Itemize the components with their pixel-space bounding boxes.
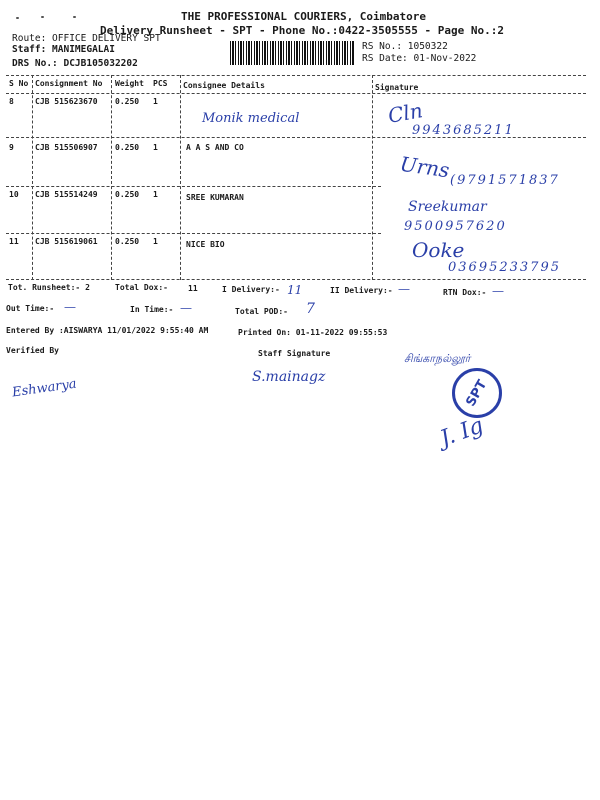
- route-text: Route: OFFICE DELIVERY SPT: [12, 33, 161, 44]
- col-weight: Weight: [115, 79, 144, 88]
- row-signature: Urns: [398, 151, 451, 183]
- total-pod-label: Total POD:-: [235, 307, 288, 316]
- rtn-dox-value: —: [492, 284, 504, 298]
- spt-stamp: [452, 368, 502, 418]
- ii-delivery-value: —: [398, 282, 410, 296]
- row-weight: 0.250: [115, 97, 140, 106]
- scan-speck: [41, 16, 44, 18]
- row-pcs: 1: [153, 190, 158, 199]
- row-weight: 0.250: [115, 237, 140, 246]
- tot-dox-value: 11: [188, 284, 198, 293]
- col-signature: Signature: [375, 83, 419, 92]
- ii-delivery-label: II Delivery:-: [330, 286, 393, 295]
- row-signature: Ooke: [412, 238, 465, 262]
- row-divider: [6, 186, 381, 187]
- row-signature: Cln: [386, 98, 425, 128]
- total-pod-value: 7: [306, 301, 315, 317]
- row-divider: [6, 137, 586, 138]
- rs-number: RS No.: 1050322: [362, 41, 448, 52]
- i-delivery-value: 11: [287, 283, 303, 297]
- row-pcs: 1: [153, 237, 158, 246]
- drs-number: DRS No.: DCJB105032202: [12, 58, 138, 69]
- col-divider: [372, 75, 373, 280]
- col-consignment: Consignment No: [35, 79, 103, 88]
- i-delivery-label: I Delivery:-: [222, 285, 280, 294]
- row-consignment: CJB 515619061: [35, 237, 98, 246]
- verified-signature: Eshwarya: [11, 376, 78, 401]
- row-sno: 10: [9, 190, 19, 199]
- tot-runsheet: Tot. Runsheet:- 2: [8, 283, 90, 292]
- row-signature: Sreekumar: [408, 199, 487, 215]
- row-weight: 0.250: [115, 190, 140, 199]
- header-top-rule: [6, 75, 586, 76]
- out-time-label: Out Time:-: [6, 304, 55, 313]
- row-consignee: A A S AND CO: [186, 143, 244, 152]
- verified-by-label: Verified By: [6, 346, 59, 355]
- row-handwritten-consignee: Monik medical: [202, 111, 300, 126]
- row-consignment: CJB 515506907: [35, 143, 98, 152]
- scan-speck: [16, 17, 19, 19]
- tot-dox-label: Total Dox:-: [115, 283, 168, 292]
- printed-on: Printed On: 01-11-2022 09:55:53: [238, 328, 388, 337]
- row-phone: 9943685211: [412, 123, 515, 138]
- rs-date: RS Date: 01-Nov-2022: [362, 53, 477, 64]
- stamp-text: SPT: [463, 377, 491, 409]
- row-weight: 0.250: [115, 143, 140, 152]
- col-divider: [111, 75, 112, 280]
- row-pcs: 1: [153, 97, 158, 106]
- stamp-signature: J. Ig: [437, 413, 487, 452]
- staff-text: Staff: MANIMEGALAI: [12, 44, 115, 55]
- row-consignment: CJB 515623670: [35, 97, 98, 106]
- col-consignee: Consignee Details: [183, 81, 265, 90]
- col-divider: [180, 75, 181, 280]
- col-pcs: PCS: [153, 79, 168, 88]
- barcode-image: [230, 41, 355, 65]
- stamp-script: சிங்காநல்லூர்: [404, 352, 471, 365]
- row-divider: [6, 233, 381, 234]
- row-phone: 9500957620: [404, 219, 507, 234]
- row-pcs: 1: [153, 143, 158, 152]
- scan-speck: [73, 16, 76, 18]
- row-sno: 11: [9, 237, 19, 246]
- staff-signature: S.mainagz: [252, 369, 326, 385]
- rtn-dox-label: RTN Dox:-: [443, 288, 487, 297]
- row-sno: 9: [9, 143, 14, 152]
- table-bottom-rule: [6, 279, 586, 280]
- row-consignment: CJB 515514249: [35, 190, 98, 199]
- row-consignee: NICE BIO: [186, 240, 225, 249]
- col-sno: S No: [9, 79, 29, 88]
- col-divider: [32, 75, 33, 280]
- staff-signature-label: Staff Signature: [258, 349, 331, 358]
- row-phone: 03695233795: [448, 260, 561, 275]
- company-title: THE PROFESSIONAL COURIERS, Coimbatore: [181, 10, 427, 23]
- row-consignee: SREE KUMARAN: [186, 193, 244, 202]
- runsheet-subtitle: Delivery Runsheet - SPT - Phone No.:0422-3505555 - Page No.:2: [100, 24, 504, 37]
- row-phone: (9791571837: [450, 173, 560, 188]
- in-time-label: In Time:-: [130, 305, 174, 314]
- in-time-value: —: [180, 301, 192, 315]
- out-time-value: —: [64, 300, 76, 314]
- header-bottom-rule: [6, 93, 586, 94]
- row-sno: 8: [9, 97, 14, 106]
- entered-by: Entered By :AISWARYA 11/01/2022 9:55:40 AM: [6, 326, 209, 335]
